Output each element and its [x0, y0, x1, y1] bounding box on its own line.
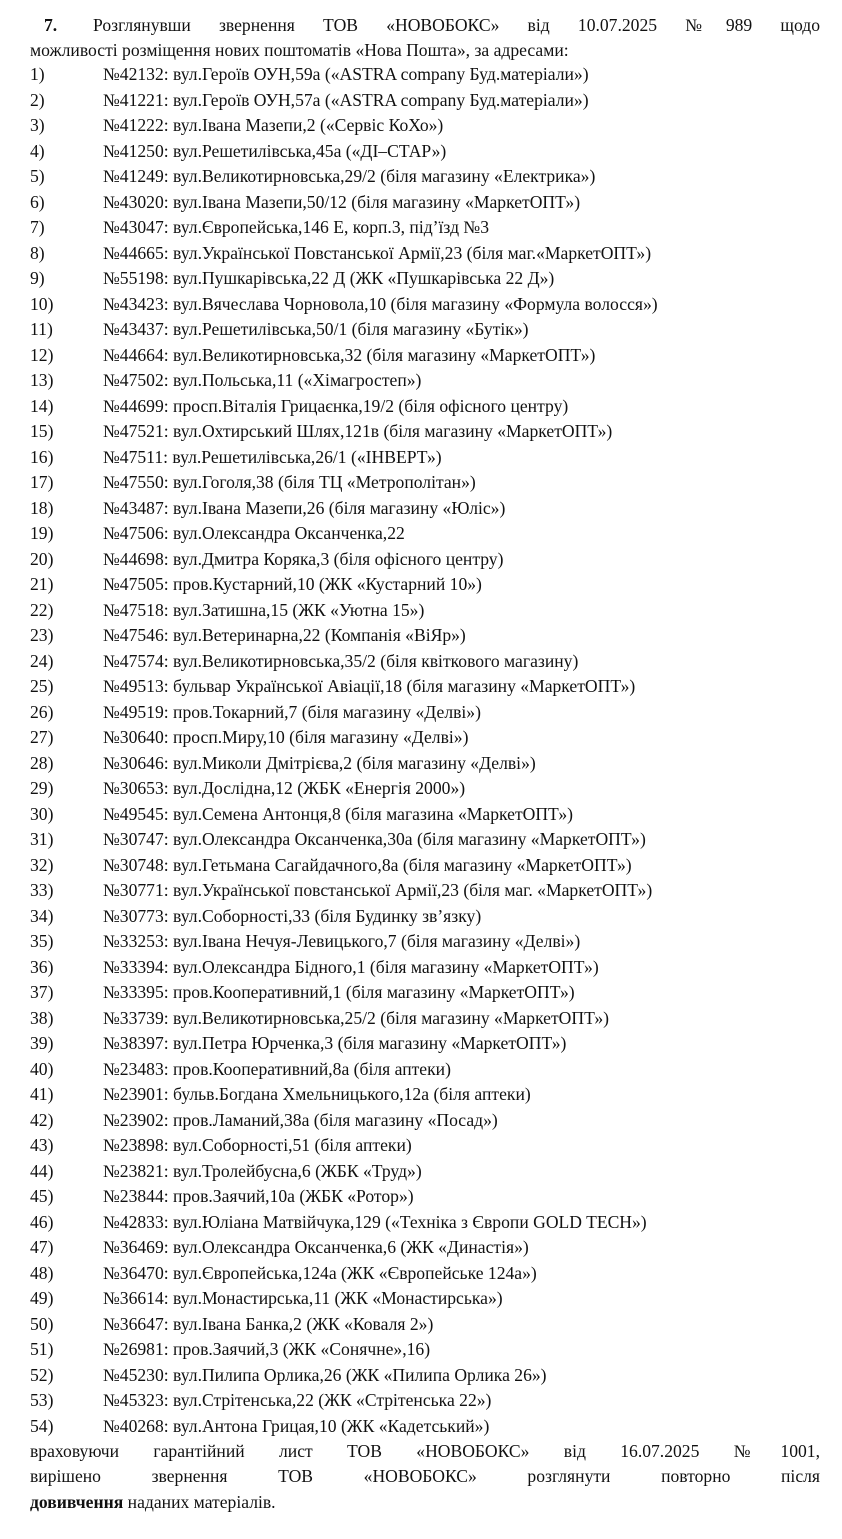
list-item-address: №26981: пров.Заячий,3 (ЖК «Сонячне»,16): [103, 1339, 431, 1359]
list-item-address: №47502: вул.Польська,11 («Хімагростеп»): [103, 370, 422, 390]
list-item-number: 51): [30, 1339, 54, 1359]
list-item-address: №33395: пров.Кооперативний,1 (біля магазину «МаркетОПТ»): [103, 982, 575, 1002]
list-item-number: 9): [30, 268, 45, 288]
list-item-address: №44664: вул.Великотирновська,32 (біля магазину «МаркетОПТ»): [103, 344, 596, 365]
list-item: [30, 164, 820, 190]
list-item: [30, 929, 820, 955]
list-item: [30, 1286, 820, 1312]
list-item-address: №23821: вул.Тролейбусна,6 (ЖБК «Труд»): [103, 1160, 422, 1181]
list-item-address: №40268: вул.Антона Грицая,10 (ЖК «Кадетський»): [103, 1415, 490, 1436]
list-item-address: №47574: вул.Великотирновська,35/2 (біля квіткового магазину): [103, 650, 579, 671]
list-item-address: №47518: вул.Затишна,15 (ЖК «Уютна 15»): [103, 599, 425, 620]
list-item-address: №55198: вул.Пушкарівська,22 Д (ЖК «Пушкарівська 22 Д»): [103, 268, 555, 288]
list-item: [30, 1184, 820, 1210]
list-item-number: 20): [30, 548, 54, 569]
list-item-number: 7): [30, 217, 45, 237]
list-item-address: №49519: пров.Токарний,7 (біля магазину «Делві»): [103, 701, 481, 722]
closing-line-3-rest: наданих матеріалів.: [123, 1491, 276, 1512]
list-item-number: 22): [30, 599, 54, 620]
list-item-number: 36): [30, 956, 54, 977]
list-item-address: №23902: пров.Ламаний,38а (біля магазину «Посад»): [103, 1109, 498, 1130]
list-item: [30, 1082, 820, 1108]
list-item-number: 25): [30, 676, 54, 696]
list-item-number: 6): [30, 191, 45, 212]
list-item: [30, 190, 820, 216]
list-item-address: №43437: вул.Решетилівська,50/1 (біля магазину «Бутік»): [103, 319, 529, 339]
list-item-address: №33253: вул.Івана Нечуя-Левицького,7 (біля магазину «Делві»): [103, 931, 581, 951]
list-item: [30, 139, 820, 165]
list-item-address: №23844: пров.Заячий,10а (ЖБК «Ротор»): [103, 1186, 414, 1206]
list-item-number: 16): [30, 446, 54, 467]
list-item-number: 15): [30, 421, 54, 441]
list-item-number: 53): [30, 1390, 54, 1410]
list-item-number: 13): [30, 370, 54, 390]
intro-paragraph: [30, 13, 820, 64]
list-item-number: 43): [30, 1135, 54, 1155]
list-item-address: №45323: вул.Стрітенська,22 (ЖК «Стрітенська 22»): [103, 1390, 492, 1410]
list-item-address: №41222: вул.Івана Мазепи,2 («Сервіс КоХо»): [103, 115, 444, 135]
list-item-number: 54): [30, 1415, 54, 1436]
list-item-address: №41249: вул.Великотирновська,29/2 (біля магазину «Електрика»): [103, 166, 596, 186]
list-item-number: 23): [30, 625, 54, 645]
list-item-address: №33394: вул.Олександра Бідного,1 (біля магазину «МаркетОПТ»): [103, 956, 599, 977]
list-item-address: №43047: вул.Європейська,146 Е, корп.3, під’їзд №3: [103, 217, 489, 237]
list-item-number: 46): [30, 1211, 54, 1232]
list-item-number: 5): [30, 166, 45, 186]
list-item-address: №33739: вул.Великотирновська,25/2 (біля магазину «МаркетОПТ»): [103, 1007, 610, 1028]
list-item-address: №47550: вул.Гоголя,38 (біля ТЦ «Метрополітан»): [103, 472, 476, 492]
list-item-address: №47546: вул.Ветеринарна,22 (Компанія «ВіЯр»): [103, 625, 466, 645]
list-item: [30, 1261, 820, 1287]
list-item-address: №36470: вул.Європейська,124а (ЖК «Європейське 124а»): [103, 1262, 537, 1283]
list-item: [30, 776, 820, 802]
list-item: [30, 827, 820, 853]
list-item: [30, 368, 820, 394]
list-item: [30, 547, 820, 573]
list-item-address: №44698: вул.Дмитра Коряка,3 (біля офісного центру): [103, 548, 504, 569]
list-item-number: 37): [30, 982, 54, 1002]
list-item: [30, 1057, 820, 1083]
list-item-number: 41): [30, 1084, 54, 1104]
list-item-number: 33): [30, 880, 54, 900]
list-item: [30, 445, 820, 471]
list-item: [30, 955, 820, 981]
list-item: [30, 1312, 820, 1338]
closing-line-3: [30, 1490, 820, 1515]
list-item-address: №47521: вул.Охтирський Шлях,121в (біля магазину «МаркетОПТ»): [103, 421, 613, 441]
list-item-address: №42132: вул.Героїв ОУН,59а («ASTRA company Буд.матеріали»): [103, 64, 589, 84]
list-item-number: 14): [30, 395, 54, 416]
list-item: [30, 470, 820, 496]
list-item-number: 27): [30, 727, 54, 747]
list-item-address: №41250: вул.Решетилівська,45а («ДІ–СТАР»): [103, 140, 447, 161]
list-item-address: №30773: вул.Соборності,33 (біля Будинку зв’язку): [103, 905, 482, 926]
list-item: [30, 394, 820, 420]
list-item: [30, 88, 820, 114]
list-item: [30, 674, 820, 700]
list-item-number: 21): [30, 574, 54, 594]
list-item: [30, 496, 820, 522]
list-item-number: 1): [30, 64, 45, 84]
list-item: [30, 1363, 820, 1389]
list-item-address: №43487: вул.Івана Мазепи,26 (біля магазину «Юліс»): [103, 497, 506, 518]
closing-line-2: вирішено звернення ТОВ «НОВОБОКС» розглянути повторно після: [30, 1466, 820, 1487]
list-item: [30, 266, 820, 292]
list-item-address: №30748: вул.Гетьмана Сагайдачного,8а (біля магазину «МаркетОПТ»): [103, 854, 632, 875]
list-item: [30, 317, 820, 343]
list-item-number: 50): [30, 1313, 54, 1334]
list-item-address: №36469: вул.Олександра Оксанченка,6 (ЖК «Династія»): [103, 1237, 529, 1257]
intro-line-2: можливості розміщення нових поштоматів «Нова Пошта», за адресами:: [30, 40, 569, 61]
list-item: [30, 1388, 820, 1414]
list-item: [30, 725, 820, 751]
closing-line-1: враховуючи гарантійний лист ТОВ «НОВОБОКС» від 16.07.2025 №1001,: [30, 1441, 820, 1461]
list-item: [30, 1414, 820, 1440]
list-item-address: №47511: вул.Решетилівська,26/1 («ІНВЕРТ»): [103, 446, 442, 467]
list-item-number: 29): [30, 778, 54, 798]
list-item-address: №36647: вул.Івана Банка,2 (ЖК «Коваля 2»): [103, 1313, 434, 1334]
list-item-number: 40): [30, 1058, 54, 1079]
list-item-number: 10): [30, 293, 54, 314]
list-item-number: 2): [30, 89, 45, 110]
list-item-number: 28): [30, 752, 54, 773]
list-item-address: №47505: пров.Кустарний,10 (ЖК «Кустарний 10»): [103, 574, 482, 594]
list-item-number: 18): [30, 497, 54, 518]
list-item: [30, 241, 820, 267]
list-item-address: №30747: вул.Олександра Оксанченка,30а (біля магазину «МаркетОПТ»): [103, 829, 646, 849]
list-item-number: 34): [30, 905, 54, 926]
list-item: [30, 802, 820, 828]
list-item-address: №43423: вул.Вячеслава Чорновола,10 (біля магазину «Формула волосся»): [103, 293, 658, 314]
list-item: [30, 1006, 820, 1032]
list-item-address: №49545: вул.Семена Антонця,8 (біля магазина «МаркетОПТ»): [103, 803, 573, 824]
list-item: [30, 572, 820, 598]
list-item-number: 42): [30, 1109, 54, 1130]
list-item-address: №44665: вул.Української Повстанської Армії,23 (біля маг.«МаркетОПТ»): [103, 242, 652, 263]
list-item-number: 52): [30, 1364, 54, 1385]
list-item-number: 35): [30, 931, 54, 951]
list-item-address: №30640: просп.Миру,10 (біля магазину «Делві»): [103, 727, 469, 747]
list-item-address: №30771: вул.Української повстанської Армії,23 (біля маг. «МаркетОПТ»): [103, 880, 653, 900]
list-item-number: 26): [30, 701, 54, 722]
list-item: [30, 1159, 820, 1185]
list-item-address: №23898: вул.Соборності,51 (біля аптеки): [103, 1135, 412, 1155]
list-item: [30, 1235, 820, 1261]
list-item: [30, 1133, 820, 1159]
list-item: [30, 419, 820, 445]
list-item: [30, 343, 820, 369]
list-item: [30, 700, 820, 726]
list-item: [30, 292, 820, 318]
list-item: [30, 1337, 820, 1363]
list-item: [30, 598, 820, 624]
list-item-address: №45230: вул.Пилипа Орлика,26 (ЖК «Пилипа Орлика 26»): [103, 1364, 547, 1385]
list-item-address: №30653: вул.Дослідна,12 (ЖБК «Енергія 2000»): [103, 778, 466, 798]
list-item-number: 30): [30, 803, 54, 824]
list-item-number: 8): [30, 242, 45, 263]
list-item-address: №36614: вул.Монастирська,11 (ЖК «Монастирська»): [103, 1288, 503, 1308]
list-item: [30, 113, 820, 139]
list-item-number: 38): [30, 1007, 54, 1028]
closing-bold-word: довивчення: [30, 1491, 124, 1512]
list-item: [30, 1031, 820, 1057]
list-item-address: №42833: вул.Юліана Матвійчука,129 («Техніка з Європи GOLD TECH»): [103, 1211, 647, 1232]
list-item: [30, 980, 820, 1006]
list-item-address: №49513: бульвар Української Авіації,18 (біля магазину «МаркетОПТ»): [103, 676, 636, 696]
list-item-number: 12): [30, 344, 54, 365]
list-item-address: №23483: пров.Кооперативний,8а (біля аптеки): [103, 1058, 451, 1079]
list-item: [30, 904, 820, 930]
list-item-number: 47): [30, 1237, 54, 1257]
list-item: [30, 1210, 820, 1236]
list-item-address: №47506: вул.Олександра Оксанченка,22: [103, 523, 405, 543]
intro-text-1: Розглянувши звернення ТОВ «НОВОБОКС» від 10.07.2025 №989 щодо: [93, 15, 820, 35]
list-item-number: 17): [30, 472, 54, 492]
list-item-number: 3): [30, 115, 45, 135]
list-item-number: 32): [30, 854, 54, 875]
closing-paragraph: [30, 1439, 820, 1515]
list-item-number: 11): [30, 319, 53, 339]
list-item-number: 49): [30, 1288, 54, 1308]
list-item-address: №30646: вул.Миколи Дмітрієва,2 (біля магазину «Делві»): [103, 752, 536, 773]
list-item-number: 45): [30, 1186, 54, 1206]
list-item-number: 48): [30, 1262, 54, 1283]
list-item-number: 31): [30, 829, 54, 849]
list-item-address: №41221: вул.Героїв ОУН,57а («ASTRA company Буд.матеріали»): [103, 89, 589, 110]
list-item: [30, 649, 820, 675]
list-item: [30, 1108, 820, 1134]
address-list: [30, 62, 820, 1439]
intro-line-1: [30, 13, 820, 38]
list-item-number: 24): [30, 650, 54, 671]
list-item-number: 44): [30, 1160, 54, 1181]
list-item-number: 39): [30, 1033, 54, 1053]
list-item-address: №43020: вул.Івана Мазепи,50/12 (біля магазину «МаркетОПТ»): [103, 191, 581, 212]
list-item: [30, 751, 820, 777]
list-item: [30, 62, 820, 88]
list-item: [30, 623, 820, 649]
list-item-address: №23901: бульв.Богдана Хмельницького,12а (біля аптеки): [103, 1084, 531, 1104]
list-item-number: 19): [30, 523, 54, 543]
item-number: 7.: [44, 15, 58, 35]
list-item-number: 4): [30, 140, 45, 161]
list-item: [30, 215, 820, 241]
list-item-address: №44699: просп.Віталія Грицаєнка,19/2 (біля офісного центру): [103, 395, 569, 416]
list-item-address: №38397: вул.Петра Юрченка,3 (біля магазину «МаркетОПТ»): [103, 1033, 567, 1053]
list-item: [30, 878, 820, 904]
list-item: [30, 521, 820, 547]
list-item: [30, 853, 820, 879]
